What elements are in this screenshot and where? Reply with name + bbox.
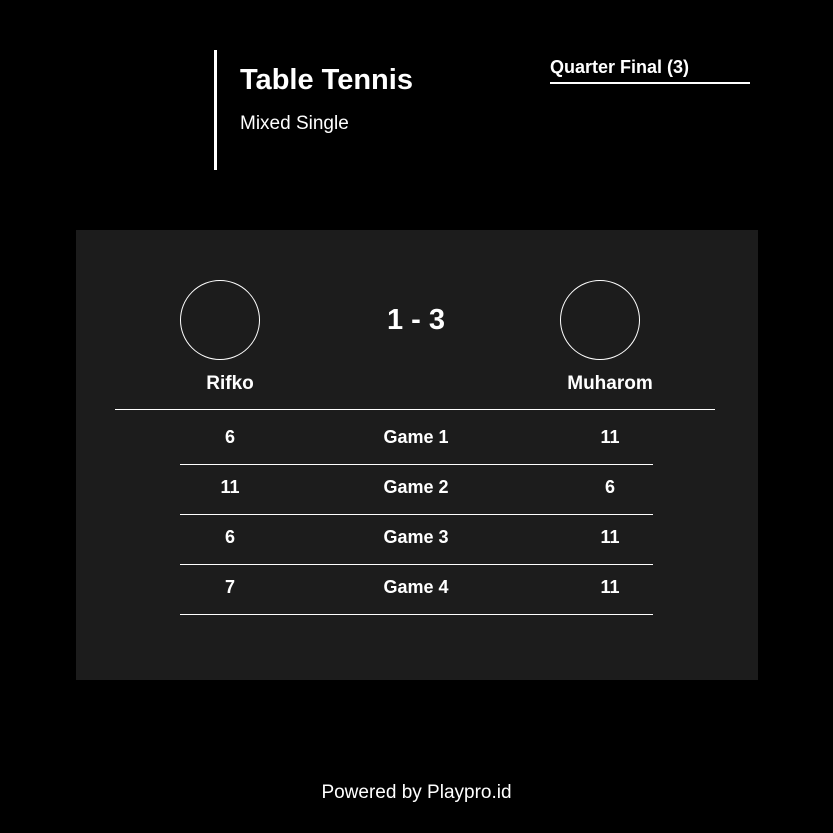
player-left-name: Rifko <box>206 373 254 394</box>
game-score-right: 11 <box>600 577 620 597</box>
game-score-left: 7 <box>224 577 235 597</box>
game-label: Game 1 <box>383 427 449 447</box>
game-row <box>180 465 653 515</box>
game-score-right: 6 <box>604 477 615 497</box>
game-score-left: 11 <box>220 477 240 497</box>
event-category: Mixed Single <box>240 113 349 134</box>
game-score-right: 11 <box>600 427 620 447</box>
powered-by-footer: Powered by Playpro.id <box>321 782 512 803</box>
player-left-avatar <box>180 280 260 360</box>
stage-label: Quarter Final (3) <box>550 55 750 84</box>
game-score-left: 6 <box>224 527 235 547</box>
header-divider <box>214 50 217 170</box>
game-label: Game 4 <box>383 577 449 597</box>
match-score: 1 - 3 <box>386 304 446 336</box>
score-divider <box>115 409 715 410</box>
games-table <box>180 415 653 615</box>
game-row <box>180 415 653 465</box>
game-label: Game 2 <box>383 477 449 497</box>
sport-title: Table Tennis <box>240 64 413 96</box>
game-row <box>180 565 653 615</box>
game-score-right: 11 <box>600 527 620 547</box>
score-card <box>76 230 758 680</box>
player-right-name: Muharom <box>567 373 653 394</box>
game-label: Game 3 <box>383 527 449 547</box>
game-row <box>180 515 653 565</box>
game-score-left: 6 <box>224 427 235 447</box>
player-right-avatar <box>560 280 640 360</box>
